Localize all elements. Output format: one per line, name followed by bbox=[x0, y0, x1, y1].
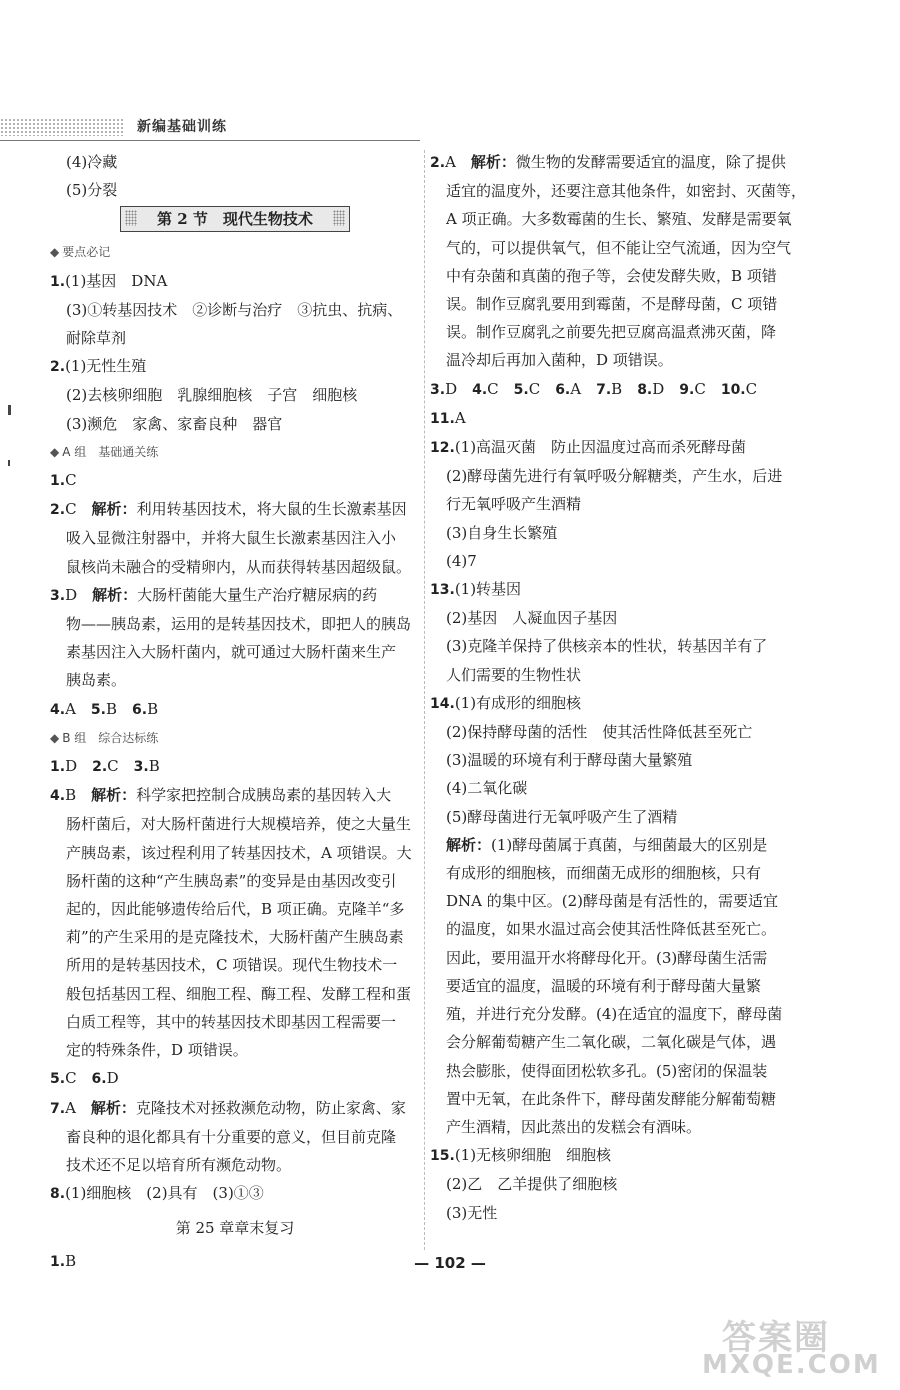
text-line: 耐除草剂 bbox=[66, 329, 127, 348]
text-line: (3)濒危 家禽、家畜良种 器官 bbox=[66, 414, 283, 433]
question-number: 8. bbox=[637, 381, 653, 398]
answer-text: B bbox=[65, 1251, 77, 1270]
question-number: 8. bbox=[50, 1186, 66, 1203]
answer-choice: D bbox=[445, 379, 473, 398]
subsection-label bbox=[50, 724, 420, 752]
question-number: 9. bbox=[679, 381, 695, 398]
question-number: 2. bbox=[92, 759, 108, 776]
answer-choice: D bbox=[652, 379, 680, 398]
answer-choice: B bbox=[148, 757, 160, 776]
analysis-text: 克隆技术对拯救濒危动物，防止家禽、家 bbox=[135, 1098, 406, 1117]
text-line: 殖，并进行充分发酵。(4)在适宜的温度下，酵母菌 bbox=[446, 1005, 783, 1024]
analysis-item bbox=[430, 831, 810, 859]
answer-item bbox=[430, 689, 810, 718]
answer-group bbox=[50, 1064, 420, 1093]
question-number: 2. bbox=[50, 359, 66, 376]
question-number: 11. bbox=[430, 410, 455, 427]
answer-choice: D bbox=[106, 1069, 119, 1088]
text-line: 技术还不足以培育所有濒危动物。 bbox=[66, 1155, 292, 1174]
text-line: 胰岛素。 bbox=[66, 671, 127, 690]
text-line: 人们需要的生物性状 bbox=[446, 665, 582, 684]
answer-text: (1)有成形的细胞核 bbox=[454, 693, 582, 712]
text-line: (5)酵母菌进行无氧呼吸产生了酒精 bbox=[446, 807, 678, 826]
text-line: 气的，可以提供氧气，但不能让空气流通，因为空气 bbox=[446, 238, 792, 257]
answer-item bbox=[50, 1094, 420, 1123]
text-line: (2)乙 乙羊提供了细胞核 bbox=[446, 1175, 618, 1194]
text-line: 适宜的温度外，还要注意其他条件，如密封、灭菌等， bbox=[446, 182, 807, 201]
watermark-logo bbox=[702, 1310, 892, 1382]
question-number: 14. bbox=[430, 695, 455, 712]
text-line: 置中无氧，在此条件下，酵母菌发酵能分解葡萄糖 bbox=[446, 1089, 777, 1108]
text-line: 般包括基因工程、细胞工程、酶工程、发酵工程和蛋 bbox=[66, 984, 412, 1003]
analysis-text: 利用转基因技术，将大鼠的生长激素基因 bbox=[136, 500, 407, 519]
answer-text: A bbox=[454, 408, 466, 427]
text-line: 产胰岛素，该过程利用了转基因技术，A 项错误。大 bbox=[66, 843, 412, 862]
answer-choice: A bbox=[65, 1098, 91, 1117]
text-line: 莉”的产生采用的是克隆技术，大肠杆菌产生胰岛素 bbox=[66, 928, 404, 947]
text-line: 有成形的细胞核，而细菌无成形的细胞核，只有 bbox=[446, 864, 762, 883]
answer-choice: C bbox=[65, 500, 92, 519]
answer-item bbox=[430, 575, 810, 604]
analysis-label: 解析： bbox=[90, 1098, 136, 1117]
text-line: (2)去核卵细胞 乳腺细胞核 子宫 细胞核 bbox=[66, 386, 358, 405]
text-line: 中有杂菌和真菌的孢子等，会使发酵失败，B 项错 bbox=[446, 266, 777, 285]
answer-choice: C bbox=[694, 379, 721, 398]
text-line: (3)自身生长繁殖 bbox=[446, 523, 558, 542]
text-line: 鼠核尚未融合的受精卵内，从而获得转基因超级鼠。 bbox=[66, 557, 412, 576]
answer-item bbox=[50, 466, 420, 495]
answer-text: (1)细胞核 (2)具有 (3)①③ bbox=[65, 1184, 264, 1203]
answer-item bbox=[50, 581, 420, 610]
text-line: 物——胰岛素，运用的是转基因技术，即把人的胰岛 bbox=[66, 615, 412, 634]
left-column bbox=[50, 148, 420, 1276]
diamond-icon: ◆ bbox=[50, 245, 60, 260]
text-line: (4)二氧化碳 bbox=[446, 779, 528, 798]
answer-choice: D bbox=[65, 585, 93, 604]
question-number: 2. bbox=[50, 502, 66, 519]
answer-choice: A bbox=[445, 153, 471, 171]
text-line: (3)温暖的环境有利于酵母菌大量繁殖 bbox=[446, 751, 693, 770]
diamond-icon: ◆ bbox=[50, 444, 60, 459]
watermark-bottom-text: MXQE.COM bbox=[702, 1350, 881, 1380]
answer-text: (1)无核卵细胞 细胞核 bbox=[454, 1146, 612, 1165]
text-line: (4)冷藏 bbox=[66, 153, 118, 171]
answer-text: (1)无性生殖 bbox=[65, 357, 147, 376]
text-line: 误。制作豆腐乳要用到霉菌，不是酵母菌，C 项错 bbox=[446, 295, 778, 314]
subsection-label bbox=[50, 438, 420, 466]
answer-text: (1)高温灭菌 防止因温度过高而杀死酵母菌 bbox=[454, 438, 747, 457]
question-number: 5. bbox=[513, 381, 529, 398]
answer-item bbox=[50, 495, 420, 524]
text-line: 吸入显微注射器中，并将大鼠生长激素基因注入小 bbox=[66, 529, 397, 548]
analysis-text: 科学家把控制合成胰岛素的基因转入大 bbox=[136, 786, 392, 805]
text-line: 白质工程等，其中的转基因技术即基因工程需要一 bbox=[66, 1012, 397, 1031]
text-line: 定的特殊条件，D 项错误。 bbox=[66, 1041, 248, 1060]
answer-choice: C bbox=[487, 379, 514, 398]
question-number: 2. bbox=[430, 155, 446, 171]
answer-text: (1)转基因 bbox=[454, 580, 522, 599]
text-line: (2)保持酵母菌的活性 使其活性降低甚至死亡 bbox=[446, 723, 753, 742]
page-number: — 102 — bbox=[414, 1254, 486, 1272]
question-number: 4. bbox=[50, 788, 66, 805]
answer-group bbox=[50, 752, 420, 781]
question-number: 15. bbox=[430, 1148, 455, 1165]
answer-choice: B bbox=[147, 699, 159, 718]
answer-choice: D bbox=[65, 757, 93, 776]
answer-text: (1)基因 DNA bbox=[65, 271, 168, 290]
question-number: 6. bbox=[91, 1071, 107, 1088]
text-line: A 项正确。大多数霉菌的生长、繁殖、发酵是需要氧 bbox=[446, 210, 792, 229]
analysis-label: 解析： bbox=[446, 835, 492, 854]
question-number: 10. bbox=[720, 381, 746, 398]
answer-item bbox=[50, 352, 420, 381]
page-header bbox=[0, 108, 900, 148]
answer-choice: C bbox=[65, 1069, 92, 1088]
text-line: 会分解葡萄糖产生二氧化碳，二氧化碳是气体，遇 bbox=[446, 1033, 777, 1052]
question-number: 6. bbox=[555, 381, 571, 398]
text-line: 产生酒精，因此蒸出的发糕会有酒味。 bbox=[446, 1117, 702, 1136]
text-line: 肠杆菌后，对大肠杆菌进行大规模培养，使之大量生 bbox=[66, 815, 412, 834]
question-number: 1. bbox=[50, 273, 66, 290]
question-number: 3. bbox=[133, 759, 149, 776]
question-number: 7. bbox=[50, 1100, 66, 1117]
binding-mark bbox=[8, 405, 11, 415]
binding-mark bbox=[8, 460, 10, 466]
question-number: 5. bbox=[50, 1071, 66, 1088]
text-line: (3)克隆羊保持了供核亲本的性状，转基因羊有了 bbox=[446, 637, 768, 656]
question-number: 4. bbox=[50, 701, 66, 718]
analysis-label: 解析： bbox=[91, 500, 137, 519]
answer-choice: A bbox=[570, 379, 597, 398]
text-line: 的温度，如果水温过高会使其活性降低甚至死亡。 bbox=[446, 920, 777, 939]
subsection-text: B 组 综合达标练 bbox=[62, 730, 159, 745]
question-number: 7. bbox=[596, 381, 612, 398]
header-title: 新编基础训练 bbox=[137, 119, 227, 135]
answer-group bbox=[50, 695, 420, 724]
question-number: 1. bbox=[50, 1253, 66, 1270]
analysis-label: 解析： bbox=[470, 153, 516, 171]
header-dot-pattern bbox=[0, 118, 125, 136]
answer-choice: C bbox=[528, 379, 556, 398]
text-line: 素基因注入大肠杆菌内，就可通过大肠杆菌来生产 bbox=[66, 643, 397, 662]
text-line: 要适宜的温度，温暖的环境有利于酵母菌大量繁 bbox=[446, 976, 762, 995]
answer-item bbox=[430, 404, 810, 433]
column-divider bbox=[424, 150, 425, 1250]
text-line: 热会膨胀，使得面团松软多孔。(5)密闭的保温装 bbox=[446, 1061, 768, 1080]
answer-choice: C bbox=[745, 379, 758, 398]
text-line: 温冷却后再加入菌种，D 项错误。 bbox=[446, 351, 673, 370]
answer-text: C bbox=[65, 471, 77, 490]
answer-item bbox=[50, 1179, 420, 1208]
analysis-text: 微生物的发酵需要适宜的温度，除了提供 bbox=[515, 153, 786, 171]
text-line: (2)酵母菌先进行有氧呼吸分解糖类，产生水，后进 bbox=[446, 467, 783, 486]
header-rule bbox=[0, 140, 420, 141]
text-line: 起的，因此能够遗传给后代，B 项正确。克隆羊“多 bbox=[66, 900, 405, 919]
answer-item bbox=[50, 267, 420, 296]
text-line: (2)基因 人凝血因子基因 bbox=[446, 609, 618, 628]
analysis-text: (1)酵母菌属于真菌，与细菌最大的区别是 bbox=[491, 835, 768, 854]
answer-item bbox=[430, 1141, 810, 1170]
subsection-label bbox=[50, 238, 420, 266]
diamond-icon: ◆ bbox=[50, 730, 60, 745]
text-line: (3)无性 bbox=[446, 1203, 498, 1222]
section-title: 第 2 节 现代生物技术 bbox=[120, 206, 350, 232]
answer-choice: B bbox=[611, 379, 638, 398]
analysis-text: 大肠杆菌能大量生产治疗糖尿病的药 bbox=[137, 585, 378, 604]
answer-choice: C bbox=[107, 757, 134, 776]
analysis-label: 解析： bbox=[92, 585, 138, 604]
watermark-top-text: 答案圈 bbox=[722, 1318, 830, 1358]
question-number: 3. bbox=[430, 381, 446, 398]
right-column bbox=[430, 148, 810, 1227]
analysis-label: 解析： bbox=[91, 786, 137, 805]
text-line: 肠杆菌的这种“产生胰岛素”的变异是由基因改变引 bbox=[66, 871, 397, 890]
answer-choice: B bbox=[105, 699, 132, 718]
question-number: 5. bbox=[90, 701, 106, 718]
question-number: 1. bbox=[50, 473, 66, 490]
question-number: 6. bbox=[132, 701, 148, 718]
answer-item bbox=[50, 781, 420, 810]
answer-item bbox=[430, 433, 810, 462]
text-line: (3)①转基因技术 ②诊断与治疗 ③抗虫、抗病、 bbox=[66, 300, 403, 319]
text-line: 误。制作豆腐乳之前要先把豆腐高温煮沸灭菌，降 bbox=[446, 323, 777, 342]
subsection-text: 要点必记 bbox=[62, 245, 111, 260]
question-number: 4. bbox=[472, 381, 488, 398]
text-line: (5)分裂 bbox=[66, 181, 118, 200]
question-number: 12. bbox=[430, 440, 455, 457]
question-number: 3. bbox=[50, 587, 66, 604]
text-line: 行无氧呼吸产生酒精 bbox=[446, 495, 582, 514]
answer-choice: A bbox=[65, 699, 91, 718]
text-line: 因此，要用温开水将酵母化开。(3)酵母菌生活需 bbox=[446, 948, 768, 967]
text-line: 畜良种的退化都具有十分重要的意义，但目前克隆 bbox=[66, 1127, 397, 1146]
text-line: DNA 的集中区。(2)酵母菌是有活性的，需要适宜 bbox=[446, 892, 779, 911]
question-number: 13. bbox=[430, 582, 455, 599]
text-line: (4)7 bbox=[446, 551, 477, 570]
subsection-text: A 组 基础通关练 bbox=[62, 444, 159, 459]
chapter-title: 第 25 章章末复习 bbox=[175, 1219, 295, 1238]
answer-item bbox=[430, 148, 810, 177]
text-line: 所用的是转基因技术，C 项错误。现代生物技术一 bbox=[66, 956, 398, 975]
answer-choice: B bbox=[65, 786, 92, 805]
answer-group bbox=[430, 375, 810, 404]
question-number: 1. bbox=[50, 759, 66, 776]
